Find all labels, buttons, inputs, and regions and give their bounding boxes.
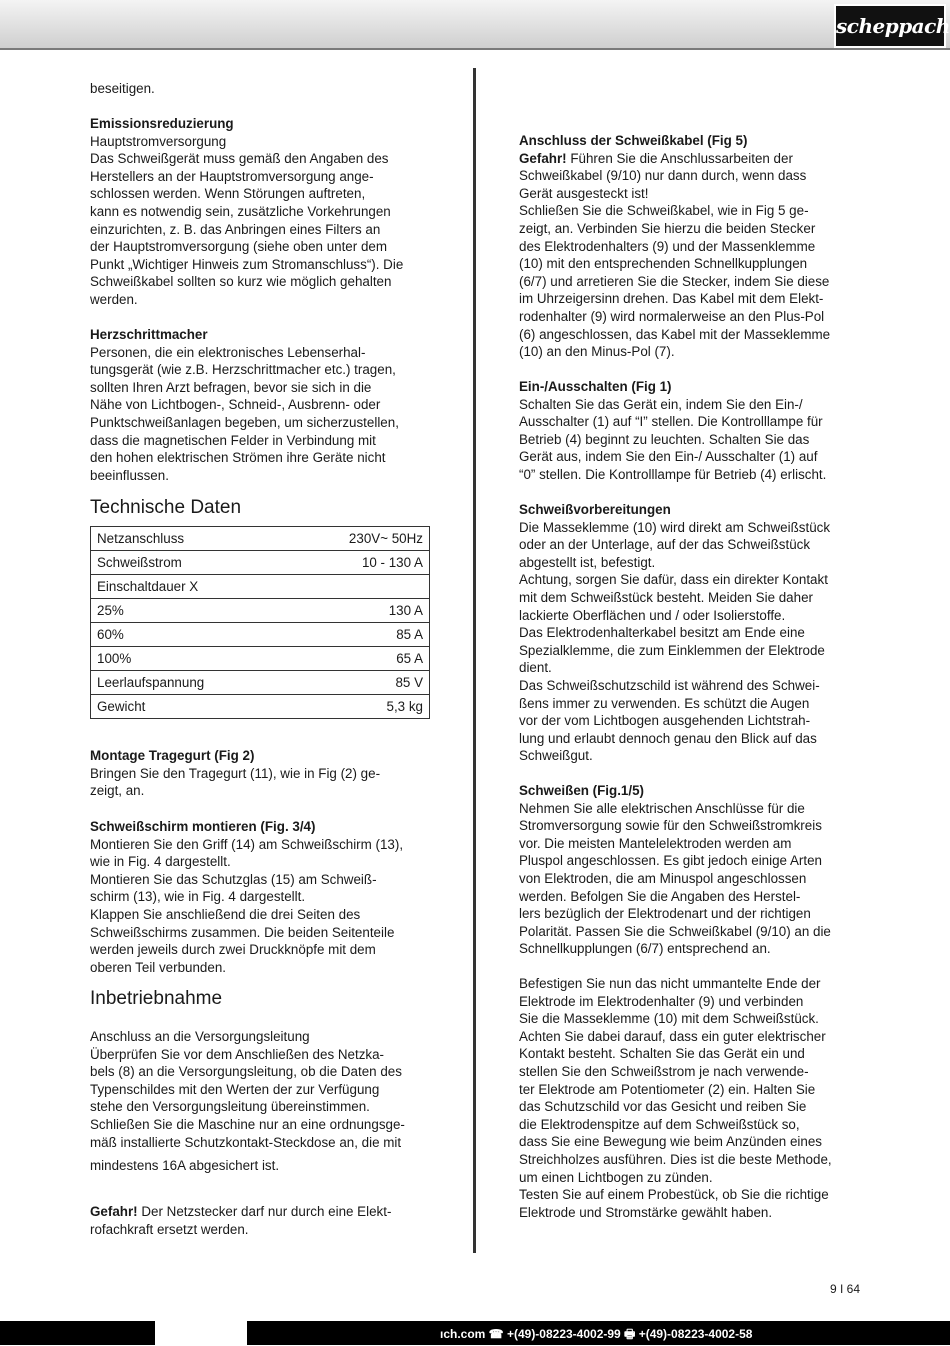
text-line: Montieren Sie das Schutzglas (15) am Schweiß- [90,871,377,887]
text-line: sollten Ihren Arzt befragen, bevor sie sich in die [90,379,372,395]
page-number: 9 I 64 [830,1282,861,1296]
prep-body [519,519,869,765]
prep-section [519,501,869,765]
spec-row [91,695,430,719]
text-line: ßens immer zu verwenden. Es schützt die Augen [519,695,810,711]
text-line: Das Schweißgerät muss gemäß den Angaben des [90,151,389,167]
text-line: oberen Teil verbunden. [90,959,226,975]
text-line: Punkt „Wichtiger Hinweis zum Stromanschluss“). Die [90,256,404,272]
supply-body [90,1028,435,1151]
footer-contact: ıch.com ☎ +(49)-08223-4002-99 🖶 +(49)-08223-4002-58 [440,1327,753,1341]
text-line: die Elektrodenspitze auf dem Schweißstück so, [519,1116,800,1132]
text-line: des Elektrodenhalters (9) und der Massenklemme [519,238,816,254]
text-line: bels (8) an die Versorgungsleitung, ob die Daten des [90,1064,402,1080]
spec-value: 85 A [287,623,429,647]
text-line: Achten Sie dabei darauf, dass ein guter elektrischer [519,1028,826,1044]
header-bar [0,0,950,50]
text-line: Polarität. Passen Sie die Schweißkabel (9/10) an die [519,923,831,939]
commissioning-heading: Inbetriebnahme [90,988,223,1009]
text-line: (10) mit den entsprechenden Schnellkupplungen [519,256,808,272]
text-line: von Elektroden, die am Minuspol angeschlossen [519,870,807,886]
text-line: Klappen Sie anschließend die drei Seiten des [90,906,361,922]
shield-body [90,836,435,977]
text-line: Bringen Sie den Tragegurt (11), wie in Fig (2) ge- [90,765,381,781]
spec-row [91,575,430,599]
text-line: werden. Befolgen Sie die Angaben des Herstel- [519,888,801,904]
text-line: lers bezüglich der Elektrodenart und der richtigen [519,906,811,922]
text-line: rodenhalter (9) wird normalerweise an den Plus-Pol [519,308,825,324]
text-line: wie in Fig. 4 dargestellt. [90,854,231,870]
text-line: mit dem Schweißstück besteht. Meiden Sie daher [519,589,813,605]
text-line: Nähe von Lichtbogen-, Schneid-, Ausbrenn- oder [90,397,381,413]
text-line: Pluspol angeschlossen. Es gibt jedoch einige Arten [519,853,822,869]
text-line: mäß installierte Schutzkontakt-Steckdose an, die mit [90,1134,402,1150]
text-line: “0” stellen. Die Kontrolllampe für Betrieb (4) erlischt. [519,466,827,482]
emission-title: Emissionsreduzierung [90,116,234,131]
text-line: vor. Die meisten Mantelelektroden werden am [519,835,792,851]
prep-title: Schweißvorbereitungen [519,502,671,517]
spec-value: 230V~ 50Hz [287,527,429,551]
text-line: dient. [519,660,552,676]
spec-value: 65 A [287,647,429,671]
text-line: Kontakt besteht. Schalten Sie das Gerät ein und [519,1046,805,1062]
text-line: werden jeweils durch zwei Druckknöpfe mit dem [90,942,376,958]
text-line: Befestigen Sie nun das nicht ummantelte Ende der [519,976,821,991]
emission-body [90,133,435,309]
strap-title: Montage Tragegurt (Fig 2) [90,748,255,763]
text-line: dass die magnetischen Felder in Verbindung mit [90,432,376,448]
danger-note [90,1203,435,1238]
pacemaker-title: Herzschrittmacher [90,327,208,342]
emission-section [90,115,435,309]
spec-value: 10 - 130 A [287,551,429,575]
text-line: (6) angeschlossen, das Kabel mit der Masseklemme [519,326,831,342]
text-line: Betrieb (4) beginnt zu leuchten. Schalten Sie das [519,431,810,447]
column-divider [473,68,476,1253]
text-line: werden. [90,291,138,307]
text-line: schirm (13), wie in Fig. 4 dargestellt. [90,889,306,905]
cables-title: Anschluss der Schweißkabel (Fig 5) [519,133,748,148]
spec-value [287,575,429,599]
danger-text-2: rofachkraft ersetzt werden. [90,1221,249,1237]
text-line: das Schutzschild vor das Gesicht und reiben Sie [519,1099,807,1115]
tech-data-heading: Technische Daten [90,497,242,518]
cables-section [519,132,869,361]
text-line: Stromversorgung sowie für den Schweißstromkreis [519,818,822,834]
pacemaker-section [90,326,435,484]
text-line: Achtung, sorgen Sie dafür, dass ein direkter Kontakt [519,572,828,588]
text-line: Schweißschirms zusammen. Die beiden Seitenteile [90,924,395,940]
cables-danger-label: Gefahr! [519,150,567,166]
spec-label: Einschaltdauer X [91,575,288,599]
onoff-body [519,396,869,484]
text-line: stellen Sie den Schweißstrom je nach verwende- [519,1063,809,1079]
welding-section [519,782,869,958]
text-line: Punktschweißanlagen begeben, um sicherzustellen, [90,414,399,430]
text-line: (6/7) und arretieren Sie die Stecker, indem Sie diese [519,273,830,289]
text-line: der Hauptstromversorgung (siehe oben unter dem [90,239,387,255]
spec-label: 100% [91,647,288,671]
spec-label: Schweißstrom [91,551,288,575]
text-line: ter Elektrode am Potentiometer (2) ein. Halten Sie [519,1081,816,1097]
text-line: Schweißkabel (9/10) nur dann durch, wenn dass [519,168,807,184]
text-line: tungsgerät (wie z.B. Herzschrittmacher etc.) tragen, [90,362,396,378]
text-line: Schweißgut. [519,748,593,764]
text-line: Schließen Sie die Maschine nur an eine ordnungsge- [90,1116,405,1132]
onoff-section [519,378,869,484]
text-line: Schließen Sie die Schweißkabel, wie in Fig 5 ge- [519,203,809,219]
text-line: dass Sie eine Bewegung wie beim Anzünden eines [519,1134,822,1150]
brand-logo: scheppach [834,4,946,48]
welding-body [519,800,869,958]
text-line: Die Masseklemme (10) wird direkt am Schweißstück [519,519,831,535]
welding-title: Schweißen (Fig.1/5) [519,783,645,798]
text-line: Gerät aus, indem Sie den Ein-/ Ausschalter (1) auf [519,449,818,465]
footer-bar [0,1321,950,1345]
text-line: Herstellers an der Hauptstromversorgung ange- [90,168,374,184]
text-line: Elektrode und Stromstärke gewählt haben. [519,1204,773,1220]
spec-label: Leerlaufspannung [91,671,288,695]
footer-white-block [155,1321,247,1345]
spec-row [91,551,430,575]
danger-label: Gefahr! [90,1204,138,1219]
text-line: einzurichten, z. B. das Anbringen eines Filters an [90,221,381,237]
strap-section [90,747,435,800]
text-line: zeigt, an. [90,783,145,799]
spec-row [91,671,430,695]
pacemaker-body [90,344,435,485]
text-line: (10) an den Minus-Pol (7). [519,344,675,360]
text-line: Typenschildes mit den Werten der zur Verfügung [90,1081,380,1097]
text-line: Ausschalter (1) auf “I” stellen. Die Kontrolllampe für [519,414,823,430]
welding-section-2 [519,975,869,1221]
spec-label: 60% [91,623,288,647]
supply-last-line: mindestens 16A abgesichert ist. [90,1158,280,1174]
spec-row [91,647,430,671]
cables-body [519,167,869,361]
text-line: schlossen werden. Wenn Störungen auftreten, [90,186,366,202]
text-line: Streichholzes ausführen. Dies ist die beste Methode, [519,1151,832,1167]
text-line: um einen Lichtbogen zu zünden. [519,1169,713,1185]
strap-body [90,765,435,800]
text-line: Personen, die ein elektronisches Lebenserhal- [90,344,366,360]
text-line: lung und erlaubt dennoch genau den Blick auf das [519,730,817,746]
text-line: zeigt, an. Verbinden Sie hierzu die beiden Stecker [519,220,816,236]
text-line: Anschluss an die Versorgungsleitung [90,1029,310,1044]
text-line: Sie die Masseklemme (10) mit dem Schweißstück. [519,1011,819,1027]
text-line: beeinflussen. [90,467,169,483]
spec-label: Gewicht [91,695,288,719]
text-line: im Uhrzeigersinn drehen. Das Kabel mit dem Elekt- [519,291,824,307]
text-line: Schalten Sie das Gerät ein, indem Sie den Ein-/ [519,396,803,412]
text-line: Nehmen Sie alle elektrischen Anschlüsse für die [519,800,805,816]
text-line: Überprüfen Sie vor dem Anschließen des Netzka- [90,1046,384,1062]
spec-row [91,623,430,647]
text-line: Testen Sie auf einem Probestück, ob Sie die richtige [519,1187,829,1203]
text-line: stehe den Versorgungsleitung übereinstimmen. [90,1099,370,1115]
text-line: den hohen elektrischen Strömen ihre Geräte nicht [90,450,386,466]
supply-section [90,1028,435,1175]
cables-first-line: Führen Sie die Anschlussarbeiten der [566,150,793,166]
spec-value: 85 V [287,671,429,695]
onoff-title: Ein-/Ausschalten (Fig 1) [519,379,672,394]
text-line: Hauptstromversorgung [90,133,227,149]
spec-table [90,526,430,719]
shield-section [90,818,435,976]
spec-value: 130 A [287,599,429,623]
shield-title: Schweißschirm montieren (Fig. 3/4) [90,819,316,834]
spec-label: Netzanschluss [91,527,288,551]
text-line: lackierte Oberflächen und / oder Isolierstoffe. [519,607,786,623]
text-line: Spezialklemme, die zum Einklemmen der Elektrode [519,642,825,658]
text-line: abgestellt ist, befestigt. [519,554,656,570]
welding-body-2 [519,975,869,1221]
danger-text-1: Der Netzstecker darf nur durch eine Elekt- [137,1204,392,1219]
intro-text: beseitigen. [90,81,155,96]
spec-row [91,527,430,551]
text-line: oder an der Unterlage, auf der das Schweißstück [519,537,811,553]
text-line: Das Elektrodenhalterkabel besitzt am Ende eine [519,625,805,641]
text-line: Das Schweißschutzschild ist während des Schwei- [519,677,820,693]
spec-value: 5,3 kg [287,695,429,719]
text-line: Montieren Sie den Griff (14) am Schweißschirm (13), [90,836,404,852]
text-line: Gerät ausgesteckt ist! [519,185,649,201]
text-line: Schweißkabel sollten so kurz wie möglich gehalten [90,274,392,290]
text-line: Schnellkupplungen (6/7) entsprechend an. [519,941,771,957]
spec-row [91,599,430,623]
text-line: vor der vom Lichtbogen ausgehenden Lichtstrah- [519,713,811,729]
spec-label: 25% [91,599,288,623]
text-line: Elektrode im Elektrodenhalter (9) und verbinden [519,993,804,1009]
text-line: kann es notwendig sein, zusätzliche Vorkehrungen [90,203,391,219]
